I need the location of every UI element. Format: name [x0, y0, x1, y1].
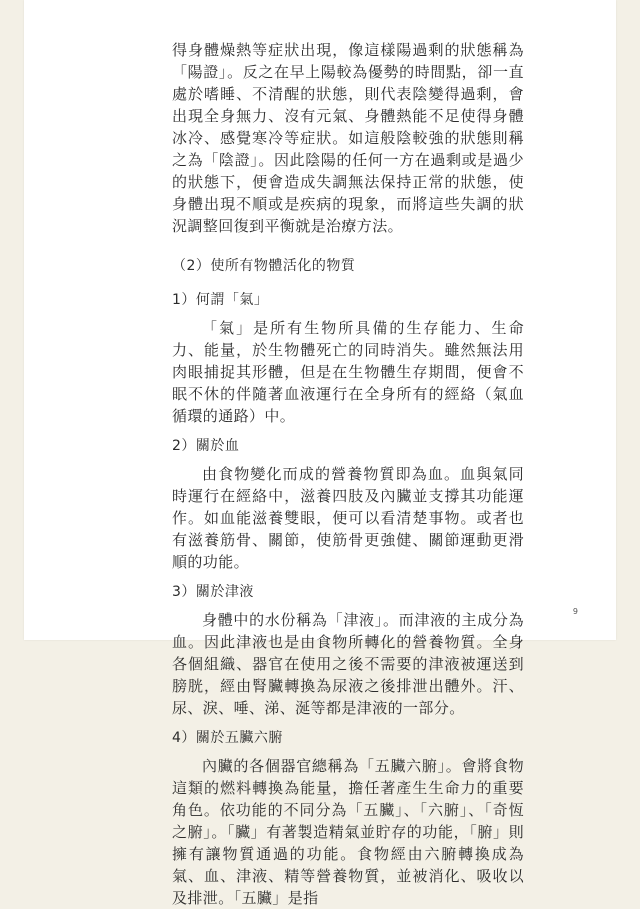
subsection-body: 內臟的各個器官總稱為「五臟六腑」。會將食物這類的燃料轉換為能量，擔任著產生生命力的重要角色。依功能的不同分為「五臟」、「六腑」、「奇恆之腑」。「臟」有著製造精氣並貯存的功能，「腑」則擁有讓物質通過的功能。食物經由六腑轉換成為氣、血、津液、精等營養物質，並被消化、吸收以及排泄。「五臟」是指 — [172, 757, 524, 907]
subsection-heading: 3）關於津液 — [172, 584, 254, 600]
subsection-body: 由食物變化而成的營養物質即為血。血與氣同時運行在經絡中，滋養四肢及內臟並支撐其功能運作。如血能滋養雙眼，便可以看清楚事物。或者也有滋養筋骨、關節，使筋骨更強健、關節運動更滑順的功能。 — [172, 465, 524, 571]
book-page — [24, 0, 616, 907]
intro-paragraph: 得身體燥熱等症狀出現，像這樣陽過剩的狀態稱為「陽證」。反之在早上陽較為優勢的時間點，卻一直處於嗜睡、不清醒的狀態，則代表陰變得過剩，會出現全身無力、沒有元氣、身體熱能不足使得身體冰冷、感覺寒冷等症狀。如這般陰較強的狀態則稱之為「陰證」。因此陰陽的任何一方在過剩或是過少的狀態下，便會造成失調無法保持正常的狀態，使身體出現不順或是疾病的現象，而將這些失調的狀況調整回復到平衡就是治療方法。 — [172, 41, 524, 235]
subsection-body: 身體中的水份稱為「津液」。而津液的主成分為血。因此津液也是由食物所轉化的營養物質。全身各個組織、器官在使用之後不需要的津液被運送到膀胱，經由腎臟轉換為尿液之後排泄出體外。汗、尿、淚、唾、涕、涎等都是津液的一部分。 — [172, 611, 524, 717]
subsection-body-fluids — [172, 581, 524, 719]
subsection-heading: 4）關於五臟六腑 — [172, 730, 283, 746]
subsection-heading: 2）關於血 — [172, 438, 240, 454]
subsection-qi — [172, 289, 524, 427]
section-heading: （2）使所有物體活化的物質 — [172, 258, 356, 274]
subsection-heading: 1）何謂「氣」 — [172, 292, 269, 308]
subsection-body: 「氣」是所有生物所具備的生存能力、生命力、能量，於生物體死亡的同時消失。雖然無法用肉眼捕捉其形體，但是在生物體生存期間，便會不眠不休的伴隨著血液運行在全身所有的經絡（氣血循環的通路）中。 — [172, 319, 524, 425]
subsection-blood — [172, 435, 524, 573]
page-number: 9 — [572, 607, 578, 616]
page-content — [172, 39, 524, 909]
subsection-organs — [172, 727, 524, 909]
